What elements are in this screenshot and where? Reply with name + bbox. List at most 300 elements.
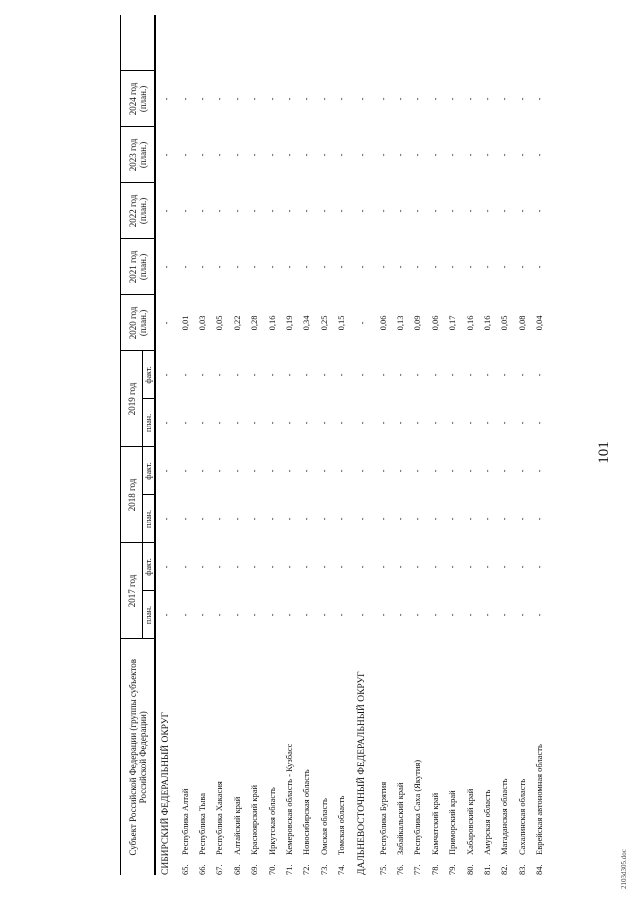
row-value: -	[429, 209, 440, 213]
row-value: -	[284, 97, 295, 101]
row-spacer	[228, 15, 245, 71]
row-value: -	[197, 209, 208, 213]
row-value: -	[318, 421, 329, 425]
row-value: 0,13	[394, 315, 405, 331]
row-value: -	[301, 209, 312, 213]
row-value: -	[179, 421, 190, 425]
row-value: -	[214, 469, 225, 473]
row-spacer	[211, 15, 228, 71]
row-number: 65.	[179, 864, 190, 875]
row-value: -	[161, 421, 171, 425]
table-row	[478, 15, 495, 875]
row-subject	[350, 639, 374, 875]
row-number: 81.	[481, 864, 492, 875]
row-value: -	[464, 613, 475, 617]
row-subject	[193, 639, 210, 875]
table-row	[409, 15, 426, 875]
row-value: -	[266, 469, 277, 473]
row-value: -	[377, 517, 388, 521]
row-value: -	[161, 565, 171, 569]
row-value: -	[301, 97, 312, 101]
row-value: -	[412, 373, 423, 377]
row-value: -	[377, 613, 388, 617]
row-value: 0,05	[214, 315, 225, 331]
row-value: -	[516, 517, 527, 521]
row-value: -	[481, 265, 492, 269]
header-subject: Субъект Российской Федерации (группы субъектов Российской Федерации)	[121, 639, 156, 875]
row-subject	[409, 639, 426, 875]
row-value: -	[447, 421, 458, 425]
row-value: -	[231, 517, 242, 521]
row-value: -	[161, 265, 171, 269]
row-value: -	[284, 153, 295, 157]
district-row	[350, 15, 374, 875]
row-name: Забайкальский край	[394, 782, 405, 855]
row-value: -	[231, 97, 242, 101]
row-value: -	[284, 421, 295, 425]
row-value: 0,15	[336, 315, 347, 331]
header-2024: 2024 год (план.)	[121, 71, 156, 127]
row-name: Новосибирская область	[301, 769, 312, 855]
row-value: -	[249, 153, 260, 157]
row-value: -	[336, 517, 347, 521]
row-value: -	[481, 153, 492, 157]
row-value: -	[534, 209, 545, 213]
row-value: -	[214, 97, 225, 101]
row-value: -	[481, 373, 492, 377]
row-value: -	[231, 153, 242, 157]
row-subject	[155, 639, 176, 875]
row-value: -	[249, 373, 260, 377]
row-value: -	[412, 265, 423, 269]
row-spacer	[176, 15, 193, 71]
row-spacer	[391, 15, 408, 71]
row-subject	[513, 639, 530, 875]
row-value: -	[464, 469, 475, 473]
row-value: -	[231, 469, 242, 473]
row-value: -	[336, 373, 347, 377]
row-value: -	[499, 517, 510, 521]
row-name: Республика Бурятия	[377, 781, 388, 855]
row-value: 0,25	[318, 315, 329, 331]
row-value: -	[429, 421, 440, 425]
row-value: -	[481, 209, 492, 213]
row-value: -	[179, 517, 190, 521]
row-value: -	[412, 421, 423, 425]
row-subject	[211, 639, 228, 875]
row-value: -	[214, 209, 225, 213]
row-value: -	[447, 97, 458, 101]
row-value: -	[301, 469, 312, 473]
table-row	[333, 15, 350, 875]
row-value: -	[356, 209, 367, 213]
row-value: 0,06	[429, 315, 440, 331]
row-value: -	[214, 265, 225, 269]
row-spacer	[263, 15, 280, 71]
table-row	[530, 15, 547, 875]
row-number: 71.	[284, 864, 295, 875]
row-number: 75.	[377, 864, 388, 875]
row-value: -	[447, 613, 458, 617]
row-spacer	[461, 15, 478, 71]
row-value: -	[284, 265, 295, 269]
row-value: -	[249, 469, 260, 473]
row-value: -	[231, 565, 242, 569]
row-value: 0,16	[464, 315, 475, 331]
row-value: -	[516, 265, 527, 269]
row-value: -	[534, 613, 545, 617]
row-value: -	[516, 373, 527, 377]
row-number: 74.	[336, 864, 347, 875]
row-value: -	[301, 373, 312, 377]
row-value: -	[516, 613, 527, 617]
row-number: 80.	[464, 864, 475, 875]
row-value: 0,09	[412, 315, 423, 331]
row-spacer	[333, 15, 350, 71]
row-value: -	[447, 373, 458, 377]
row-value: -	[481, 97, 492, 101]
row-name: Сахалинская область	[516, 778, 527, 855]
row-name: Приморский край	[447, 790, 458, 855]
row-subject	[298, 639, 315, 875]
row-value: -	[301, 153, 312, 157]
table-row	[315, 15, 332, 875]
row-value: -	[447, 469, 458, 473]
row-value: -	[429, 373, 440, 377]
row-number: 82.	[499, 864, 510, 875]
row-number: 83.	[516, 864, 527, 875]
row-value: -	[318, 97, 329, 101]
row-subject	[280, 639, 297, 875]
row-value: -	[356, 517, 367, 521]
row-value: -	[412, 469, 423, 473]
row-value: -	[336, 153, 347, 157]
row-value: 0,08	[516, 315, 527, 331]
row-name: Кемеровская область - Кузбасс	[284, 743, 295, 855]
row-subject	[246, 639, 263, 875]
row-value: -	[516, 421, 527, 425]
row-value: -	[161, 209, 171, 213]
row-value: -	[534, 565, 545, 569]
row-name: СИБИРСКИЙ ФЕДЕРАЛЬНЫЙ ОКРУГ	[161, 712, 171, 875]
row-value: -	[284, 373, 295, 377]
row-value: -	[318, 153, 329, 157]
row-value: -	[197, 613, 208, 617]
row-value: -	[318, 373, 329, 377]
row-value: -	[412, 565, 423, 569]
row-number: 68.	[231, 864, 242, 875]
table-row	[246, 15, 263, 875]
row-number: 70.	[266, 864, 277, 875]
row-value: -	[377, 469, 388, 473]
row-subject	[530, 639, 547, 875]
row-value: -	[356, 421, 367, 425]
header-2017: 2017 год	[121, 543, 143, 639]
row-value: -	[377, 565, 388, 569]
row-value: -	[336, 209, 347, 213]
row-spacer	[513, 15, 530, 71]
row-value: -	[284, 517, 295, 521]
row-value: -	[356, 373, 367, 377]
row-value: -	[464, 421, 475, 425]
row-value: -	[394, 565, 405, 569]
row-number: 78.	[429, 864, 440, 875]
row-value: -	[249, 613, 260, 617]
row-value: -	[214, 153, 225, 157]
row-value: -	[356, 613, 367, 617]
row-value: -	[499, 469, 510, 473]
row-value: -	[464, 373, 475, 377]
row-spacer	[374, 15, 391, 71]
row-name: Республика Саха (Якутия)	[412, 759, 423, 855]
row-value: -	[231, 209, 242, 213]
row-value: 0,22	[231, 315, 242, 331]
row-value: 0,05	[499, 315, 510, 331]
header-2019: 2019 год	[121, 351, 143, 447]
row-subject	[228, 639, 245, 875]
row-value: -	[534, 97, 545, 101]
header-2023: 2023 год (план.)	[121, 127, 156, 183]
row-number: 69.	[249, 864, 260, 875]
row-name: Еврейская автономная область	[534, 744, 545, 855]
row-value: -	[429, 517, 440, 521]
row-name: Хабаровский край	[464, 788, 475, 855]
row-value: -	[499, 373, 510, 377]
table-row	[391, 15, 408, 875]
row-name: Амурская область	[481, 789, 492, 855]
row-name: Магаданская область	[499, 778, 510, 855]
row-value: -	[179, 97, 190, 101]
row-value: -	[197, 565, 208, 569]
row-value: -	[197, 469, 208, 473]
row-value: 0,01	[179, 315, 190, 331]
row-value: -	[301, 265, 312, 269]
row-subject	[374, 639, 391, 875]
row-value: -	[179, 469, 190, 473]
row-value: -	[284, 469, 295, 473]
row-value: -	[214, 421, 225, 425]
row-value: -	[394, 373, 405, 377]
header-2021: 2021 год (план.)	[121, 239, 156, 295]
row-value: -	[499, 565, 510, 569]
row-value: -	[394, 613, 405, 617]
row-value: -	[394, 265, 405, 269]
row-spacer	[315, 15, 332, 71]
header-2017-plan: план.	[143, 591, 156, 639]
row-subject	[263, 639, 280, 875]
row-value: -	[447, 265, 458, 269]
row-value: -	[249, 97, 260, 101]
row-value: -	[249, 209, 260, 213]
row-spacer	[409, 15, 426, 71]
header-2018: 2018 год	[121, 447, 143, 543]
row-value: -	[447, 517, 458, 521]
table-row	[193, 15, 210, 875]
row-value: -	[429, 97, 440, 101]
table-row	[176, 15, 193, 875]
row-value: -	[356, 97, 367, 101]
row-value: -	[516, 565, 527, 569]
row-spacer	[426, 15, 443, 71]
row-subject	[426, 639, 443, 875]
header-2018-fact: факт.	[143, 447, 156, 495]
row-value: 0,06	[377, 315, 388, 331]
row-value: -	[516, 153, 527, 157]
row-value: -	[534, 373, 545, 377]
row-value: -	[336, 565, 347, 569]
row-name: Алтайский край	[231, 796, 242, 855]
row-value: 0,17	[447, 315, 458, 331]
row-value: -	[197, 153, 208, 157]
row-value: -	[231, 265, 242, 269]
row-value: -	[481, 421, 492, 425]
row-value: -	[179, 613, 190, 617]
row-name: Омская область	[318, 798, 329, 855]
row-subject	[315, 639, 332, 875]
row-value: 0,04	[534, 315, 545, 331]
row-value: -	[481, 565, 492, 569]
row-value: -	[249, 565, 260, 569]
row-value: -	[481, 517, 492, 521]
row-name: Республика Тыва	[197, 792, 208, 855]
row-value: -	[377, 209, 388, 213]
row-value: -	[318, 265, 329, 269]
row-number: 73.	[318, 864, 329, 875]
row-number: 76.	[394, 864, 405, 875]
row-value: -	[249, 265, 260, 269]
row-value: -	[231, 373, 242, 377]
row-value: -	[412, 97, 423, 101]
row-value: -	[266, 613, 277, 617]
row-value: -	[516, 469, 527, 473]
row-value: -	[284, 565, 295, 569]
row-value: -	[179, 265, 190, 269]
row-value: -	[534, 265, 545, 269]
row-value: -	[534, 469, 545, 473]
row-value: 0,34	[301, 315, 312, 331]
row-value: -	[336, 469, 347, 473]
table-body	[155, 15, 548, 875]
row-name: Камчатский край	[429, 792, 440, 855]
document-code: 2103d305.doc	[620, 849, 628, 889]
row-value: -	[429, 469, 440, 473]
row-value: -	[318, 209, 329, 213]
row-spacer	[530, 15, 547, 71]
row-spacer	[280, 15, 297, 71]
row-value: -	[179, 153, 190, 157]
row-value: -	[429, 265, 440, 269]
row-spacer	[443, 15, 460, 71]
header-2019-plan: план.	[143, 399, 156, 447]
row-value: -	[179, 565, 190, 569]
row-value: -	[161, 373, 171, 377]
row-value: -	[231, 613, 242, 617]
table-row	[374, 15, 391, 875]
row-value: -	[284, 209, 295, 213]
row-value: -	[214, 613, 225, 617]
row-spacer	[350, 15, 374, 71]
row-value: -	[499, 209, 510, 213]
row-value: -	[356, 265, 367, 269]
row-value: -	[318, 469, 329, 473]
row-value: -	[197, 373, 208, 377]
row-name: Иркутская область	[266, 787, 277, 855]
row-value: -	[356, 321, 367, 325]
row-value: -	[336, 265, 347, 269]
row-name: Республика Хакасия	[214, 781, 225, 855]
row-value: -	[394, 421, 405, 425]
table-row	[280, 15, 297, 875]
row-name: Красноярский край	[249, 784, 260, 855]
row-value: -	[266, 565, 277, 569]
table-row	[496, 15, 513, 875]
row-value: -	[266, 209, 277, 213]
row-value: 0,03	[197, 315, 208, 331]
row-value: -	[161, 97, 171, 101]
row-value: -	[301, 421, 312, 425]
row-value: -	[161, 469, 171, 473]
table-row	[426, 15, 443, 875]
row-value: 0,19	[284, 315, 295, 331]
row-value: -	[356, 153, 367, 157]
row-value: -	[197, 265, 208, 269]
header-2022: 2022 год (план.)	[121, 183, 156, 239]
row-value: -	[179, 209, 190, 213]
row-subject	[333, 639, 350, 875]
row-value: -	[249, 421, 260, 425]
row-value: -	[464, 565, 475, 569]
row-value: -	[534, 421, 545, 425]
row-spacer	[298, 15, 315, 71]
row-value: -	[197, 421, 208, 425]
row-value: -	[377, 153, 388, 157]
row-value: -	[429, 153, 440, 157]
row-value: -	[377, 97, 388, 101]
row-value: -	[377, 373, 388, 377]
row-value: -	[301, 613, 312, 617]
row-value: -	[429, 613, 440, 617]
row-number: 84.	[534, 864, 545, 875]
row-value: -	[266, 265, 277, 269]
row-value: -	[336, 613, 347, 617]
row-value: -	[161, 153, 171, 157]
row-value: 0,28	[249, 315, 260, 331]
row-value: -	[214, 565, 225, 569]
row-value: -	[412, 209, 423, 213]
row-value: -	[266, 421, 277, 425]
row-value: -	[336, 421, 347, 425]
table-row	[298, 15, 315, 875]
row-value: -	[464, 209, 475, 213]
data-table	[120, 15, 548, 875]
district-row	[155, 15, 176, 875]
table-row	[513, 15, 530, 875]
row-value: -	[179, 373, 190, 377]
row-value: -	[481, 469, 492, 473]
row-value: 0,16	[266, 315, 277, 331]
row-value: -	[377, 265, 388, 269]
row-value: -	[197, 97, 208, 101]
row-value: 0,16	[481, 315, 492, 331]
row-value: -	[481, 613, 492, 617]
row-value: -	[356, 469, 367, 473]
row-value: -	[231, 421, 242, 425]
table-row	[263, 15, 280, 875]
row-value: -	[464, 517, 475, 521]
row-name: ДАЛЬНЕВОСТОЧНЫЙ ФЕДЕРАЛЬНЫЙ ОКРУГ	[356, 671, 367, 875]
row-value: -	[499, 153, 510, 157]
row-value: -	[464, 265, 475, 269]
